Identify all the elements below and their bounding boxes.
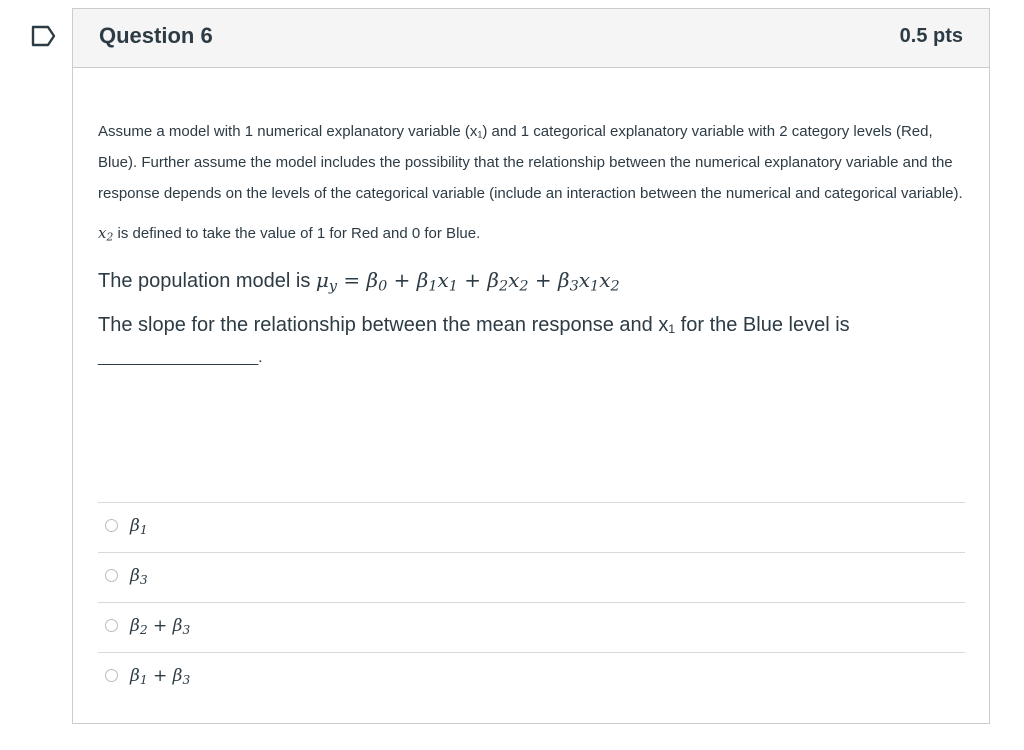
- x2-variable: $x_2$: [98, 224, 114, 244]
- answer-option[interactable]: [98, 602, 965, 652]
- model-equation: $\mu_y = \beta_0 + \beta_1x_1 + \beta_2x_2 + \beta_3x_1x_2$: [315, 268, 620, 295]
- definition-line: [98, 223, 964, 244]
- radio-button[interactable]: [105, 519, 118, 532]
- radio-button[interactable]: [105, 619, 118, 632]
- definition-text: is defined to take the value of 1 for Red and 0 for Blue.: [117, 225, 481, 242]
- answer-blank: __________________.: [98, 349, 263, 366]
- radio-button[interactable]: [105, 669, 118, 682]
- answer-label: $\beta_2 + \beta_3$: [130, 616, 191, 638]
- question-text: [98, 116, 964, 367]
- flag-question-icon[interactable]: [31, 25, 57, 47]
- radio-button[interactable]: [105, 569, 118, 582]
- answer-label: $\beta_3$: [130, 566, 148, 588]
- question-header: [73, 9, 989, 68]
- slope-prompt: The slope for the relationship between the mean response and x₁ for the Blue level is: [98, 314, 850, 336]
- answer-list: [98, 502, 965, 702]
- answer-option[interactable]: [98, 502, 965, 552]
- question-paragraph: Assume a model with 1 numerical explanatory variable (x₁) and 1 categorical explanatory variable with 2 category levels (Red, Blue). Further assume the model includes the possibility that the relationship between the numerical explanatory variable and the response depends on the levels of the categorical variable (include an interaction between the numerical and categorical variable).: [98, 123, 963, 202]
- model-prefix: The population model is: [98, 270, 311, 292]
- answer-label: $\beta_1 + \beta_3$: [130, 666, 191, 688]
- question-points: 0.5 pts: [899, 25, 963, 47]
- answer-option[interactable]: [98, 652, 965, 702]
- population-model: [98, 266, 964, 295]
- answer-option[interactable]: [98, 552, 965, 602]
- question-title: Question 6: [99, 23, 213, 48]
- answer-label: $\beta_1$: [130, 516, 148, 538]
